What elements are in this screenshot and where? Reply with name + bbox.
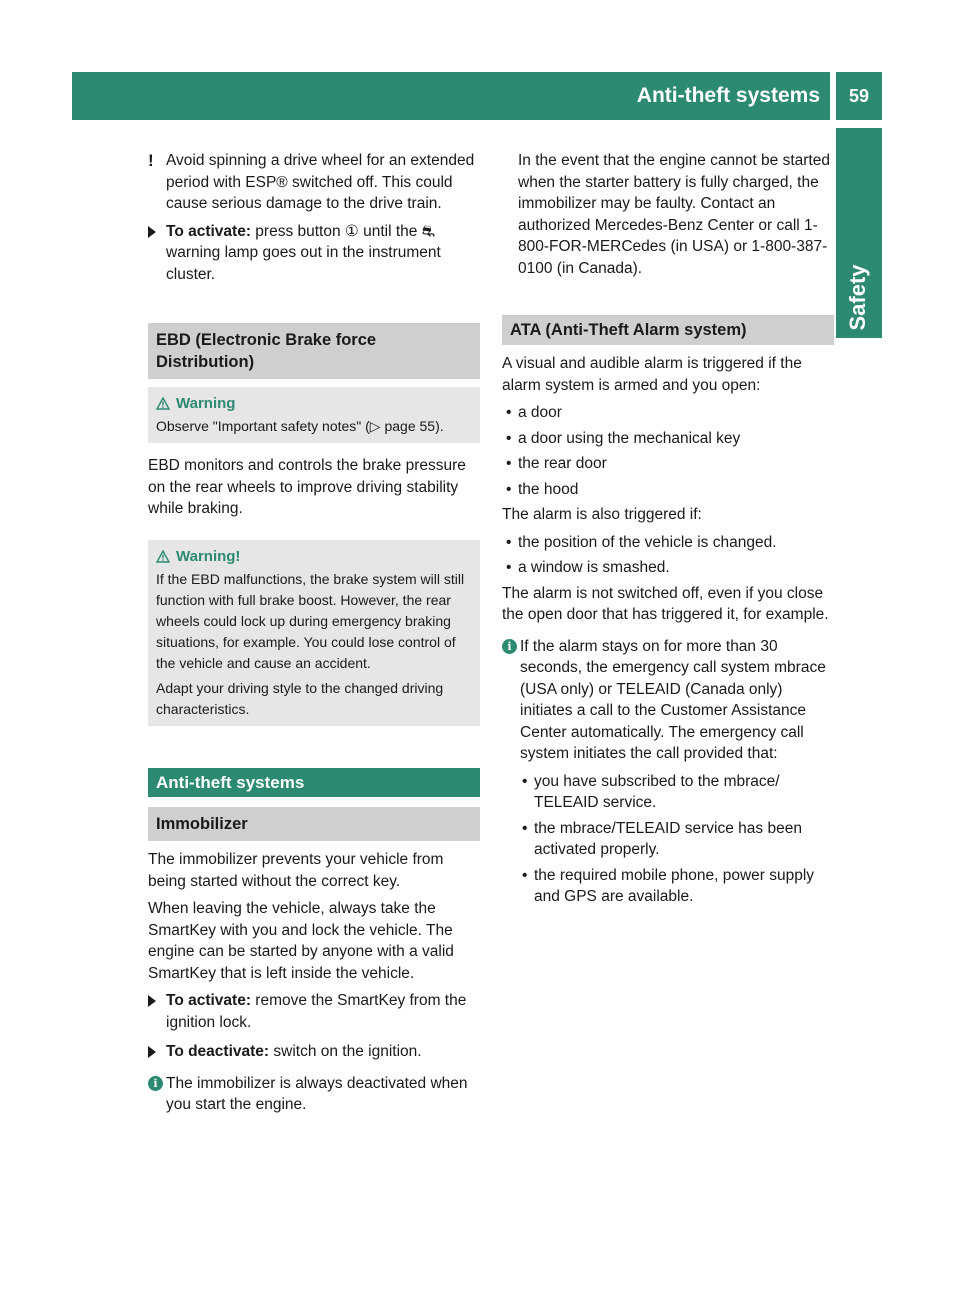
ata-text: The alarm is also triggered if: [502, 506, 702, 523]
list-item: • a door using the mechanical key [502, 428, 834, 450]
warning-box [148, 387, 480, 443]
warning-triangle-icon [156, 550, 170, 563]
step-label: To activate: [166, 222, 251, 240]
step-text: remove the SmartKey from the ignition lock. [166, 992, 467, 1031]
warning-title [156, 393, 472, 414]
arrow-icon [148, 226, 156, 238]
list-item: • the hood [502, 479, 834, 501]
warning-title [156, 546, 472, 567]
esp-off-lamp-icon: ⛐ [421, 222, 436, 240]
ata-text: A visual and audible alarm is triggered if the alarm system is armed and you open: [502, 355, 802, 394]
list-item: • the mbrace/TELEAID service has been activated properly. [518, 818, 834, 861]
info-note [148, 1073, 480, 1116]
ata-text: The alarm is not switched off, even if you close the open door that has triggered it, for example. [502, 584, 829, 623]
step-text: switch on the ignition. [269, 1043, 422, 1060]
right-column [502, 150, 834, 912]
list-item: • you have subscribed to the mbrace/ TELEAID service. [518, 771, 834, 814]
step-label: To activate: [166, 992, 251, 1009]
step-text: press button [251, 222, 345, 240]
warning-title-text: Warning [176, 395, 236, 412]
step-text: warning lamp goes out in the instrument cluster. [166, 244, 441, 283]
ebd-heading: EBD (Electronic Brake force Distribution) [148, 323, 480, 379]
exclamation-icon: ! [148, 151, 154, 170]
side-tab [836, 128, 882, 338]
warning-text: If the EBD malfunctions, the brake system will still function with full brake boost. However, the rear wheels could lock up during emergency braking situations, for example. You could lose control of the vehicle and cause an accident. [156, 570, 465, 671]
page-number: 59 [836, 72, 882, 120]
warning-box [148, 540, 480, 726]
info-continuation: In the event that the engine cannot be started when the starter battery is fully charged, the immobilizer may be faulty. Contact an authorized Mercedes-Benz Center or call 1-800-FOR-MERCedes (in USA) or 1-800-387-0100 (in Canada). [518, 152, 830, 277]
header-bar [72, 72, 830, 120]
list-item: • a door [502, 402, 834, 424]
step-label: To deactivate: [166, 1043, 270, 1060]
warning-triangle-icon [156, 397, 170, 410]
activate-step [148, 990, 480, 1033]
activate-step [148, 221, 480, 286]
info-icon: i [148, 1076, 163, 1091]
deactivate-step [148, 1041, 480, 1063]
immobilizer-text: When leaving the vehicle, always take the SmartKey with you and lock the vehicle. The engine can be started by anyone with a valid SmartKey that is left inside the vehicle. [148, 900, 454, 982]
info-icon: i [502, 639, 517, 654]
info-text: If the alarm stays on for more than 30 seconds, the emergency call system mbrace (USA only) or TELEAID (Canada only) initiates a call to the Customer Assistance Center automatically. The emergency call system initiates the call provided that: [520, 637, 826, 762]
info-list [502, 771, 834, 908]
list-item: • the position of the vehicle is changed. [502, 532, 834, 554]
warning-text: Observe "Important safety notes" (▷ page 55). [156, 418, 444, 434]
warning-title-text: Warning! [176, 547, 241, 565]
left-column [148, 150, 480, 1122]
list-item: • a window is smashed. [502, 557, 834, 579]
immobilizer-text: The immobilizer prevents your vehicle from being started without the correct key. [148, 851, 444, 890]
caution-text: Avoid spinning a drive wheel for an extended period with ESP® switched off. This could cause serious damage to the drive train. [166, 152, 475, 212]
ata-list [502, 532, 834, 579]
list-item: • the required mobile phone, power supply and GPS are available. [518, 865, 834, 908]
step-text: until the [358, 222, 422, 240]
immobilizer-heading: Immobilizer [148, 807, 480, 841]
ata-heading: ATA (Anti-Theft Alarm system) [502, 315, 834, 345]
warning-text: Adapt your driving style to the changed driving characteristics. [156, 679, 444, 717]
list-item: • the rear door [502, 453, 834, 475]
antitheft-heading: Anti-theft systems [148, 768, 480, 798]
caution-note [148, 150, 480, 215]
ata-list [502, 402, 834, 500]
button-symbol: ① [344, 222, 359, 240]
section-title: Anti-theft systems [636, 84, 820, 107]
side-tab-label: Safety [845, 263, 870, 330]
ebd-body: EBD monitors and controls the brake pressure on the rear wheels to improve driving stability while braking. [148, 457, 466, 517]
info-text: The immobilizer is always deactivated when you start the engine. [166, 1074, 468, 1113]
arrow-icon [148, 995, 156, 1007]
arrow-icon [148, 1046, 156, 1058]
info-note [502, 636, 834, 765]
